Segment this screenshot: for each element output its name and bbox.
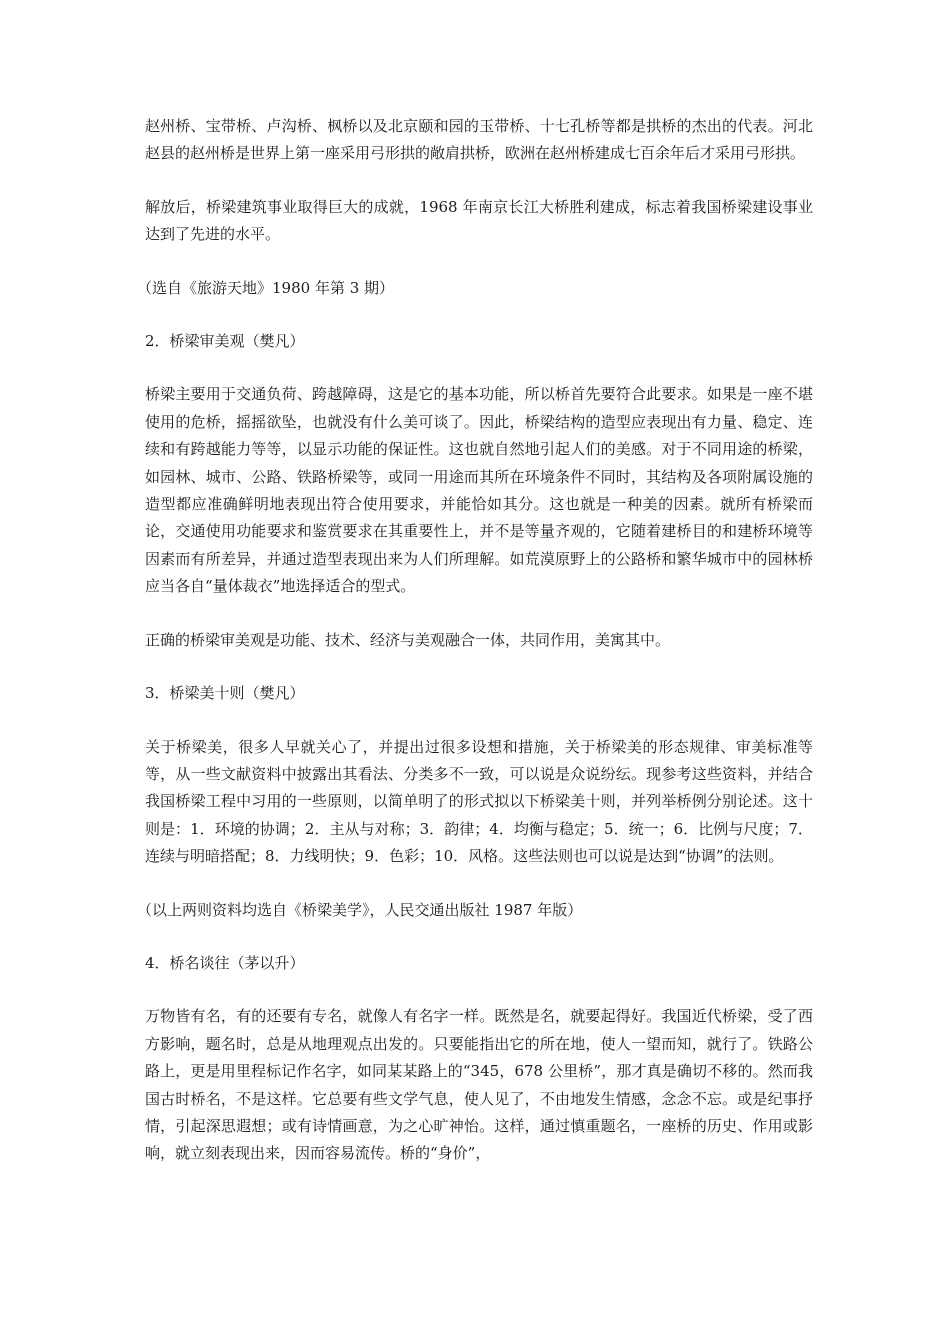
paragraph-correct-aesthetics: 正确的桥梁审美观是功能、技术、经济与美观融合一体，共同作用，美寓其中。 [145,630,671,649]
section-heading-2: 2．桥梁审美观（樊凡） [145,332,305,351]
paragraph-arch-bridges: 赵州桥、宝带桥、卢沟桥、枫桥以及北京颐和园的玉带桥、十七孔桥等都是拱桥的杰出的代表。河北赵县的赵州桥是世界上第一座采用弓形拱的敞肩拱桥，欧洲在赵州桥建成七百余年后才采用弓形拱。 [145,117,813,163]
paragraph-bridge-names: 万物皆有名，有的还要有专名，就像人有名字一样。既然是名，就要起得好。我国近代桥梁，受了西方影响，题名时，总是从地理观点出发的。只要能指出它的所在地，使人一望而知，就行了。铁路公路上，更是用里程标记作名字，如同某某路上的“345，678 公里桥”，那才真是确切不移的。然而我国古时桥名，不是这样。它总要有些文学气息，使人见了，不由地发生情感，念念不忘。或是纪事抒情，引起深思遐想；或有诗情画意，为之心旷神怡。这样，通过慎重题名，一座桥的历史、作用或影响，就立刻表现出来，因而容易流传。桥的“身价”， [145,1007,813,1163]
source-note-2: （以上两则资料均选自《桥梁美学》，人民交通出版社 1987 年版） [137,900,583,919]
paragraph-aesthetics-function: 桥梁主要用于交通负荷、跨越障碍，这是它的基本功能，所以桥首先要符合此要求。如果是一座不堪使用的危桥，摇摇欲坠，也就没有什么美可谈了。因此，桥梁结构的造型应表现出有力量、稳定、连续和有跨越能力等等，以显示功能的保证性。这也就自然地引起人们的美感。对于不同用途的桥梁，如园林、城市、公路、铁路桥梁等，或同一用途而其所在环境条件不同时，其结构及各项附属设施的造型都应准确鲜明地表现出符合使用要求，并能恰如其分。这也就是一种美的因素。就所有桥梁而论，交通使用功能要求和鉴赏要求在其重要性上，并不是等量齐观的，它随着建桥目的和建桥环境等因素而有所差异，并通过造型表现出来为人们所理解。如荒漠原野上的公路桥和繁华城市中的园林桥应当各自“量体裁衣”地选择适合的型式。 [145,385,813,596]
document-page [137,113,813,1194]
paragraph-ten-rules: 关于桥梁美，很多人早就关心了，并提出过很多设想和措施，关于桥梁美的形态规律、审美标准等等，从一些文献资料中披露出其看法、分类多不一致，可以说是众说纷纭。现参考这些资料，并结合我国桥梁工程中习用的一些原则，以简单明了的形式拟以下桥梁美十则，并列举桥例分别论述。这十则是：1．环境的协调；2．主从与对称；3．韵律；4．均衡与稳定；5．统一；6．比例与尺度；7．连续与明暗搭配；8．力线明快；9．色彩；10．风格。这些法则也可以说是达到“协调”的法则。 [145,737,813,866]
section-heading-4: 4．桥名谈往（茅以升） [145,953,305,972]
source-note-1: （选自《旅游天地》1980 年第 3 期） [137,278,395,297]
section-heading-3: 3．桥梁美十则（樊凡） [145,684,305,703]
paragraph-after-liberation: 解放后，桥梁建筑事业取得巨大的成就，1968 年南京长江大桥胜利建成，标志着我国桥梁建设事业达到了先进的水平。 [145,197,813,244]
